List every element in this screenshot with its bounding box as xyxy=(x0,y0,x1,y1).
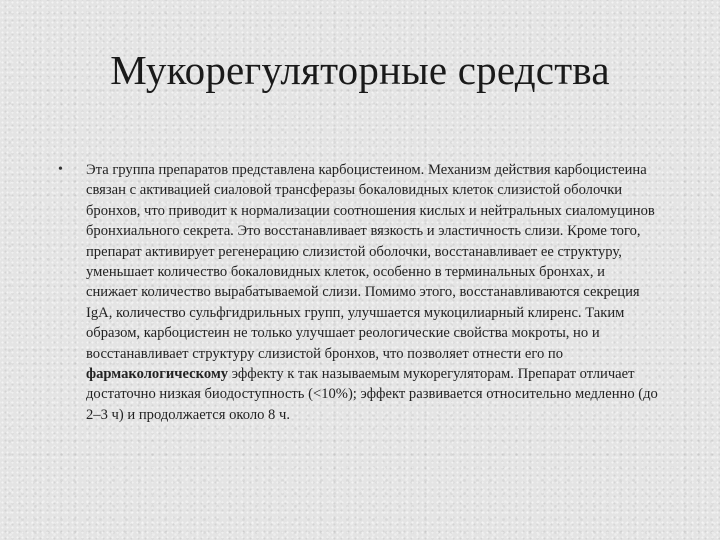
paragraph-text-end: эффекту к так называемым мукорегуляторам. Препарат отличает достаточно низкая биодоступность (<10%); эффект развивается относительно медленно (до 2–3 ч) и продолжается около 8 ч. xyxy=(86,366,658,423)
slide-content xyxy=(58,160,658,425)
bullet-item xyxy=(58,160,658,425)
slide-title: Мукорегуляторные средства xyxy=(110,47,610,93)
bullet-point-icon: • xyxy=(58,162,63,177)
bullet-text xyxy=(86,160,658,425)
paragraph-text-start: Эта группа препаратов представлена карбоцистеином. Механизм действия карбоцистеина связан с активацией сиаловой трансферазы бокаловидных клеток слизистой оболочки бронхов, что приводит к нормализации соотношения кислых и нейтральных сиаломуцинов бронхиального секрета. Это восстанавливает вязкость и эластичность слизи. Кроме того, препарат активирует регенерацию слизистой оболочки, восстанавливает ее структуру, уменьшает количество бокаловидных клеток, особенно в терминальных бронхах, и снижает количество вырабатываемой слизи. Помимо этого, восстанавливаются секреция IgA, количество сульфгидрильных групп, улучшается мукоцилиарный клиренс. Таким образом, карбоцистеин не только улучшает реологические свойства мокроты, но и восстанавливает структуру слизистой бронхов, что позволяет отнести его по xyxy=(86,162,655,362)
paragraph-bold-term: фармакологическому xyxy=(86,366,229,383)
